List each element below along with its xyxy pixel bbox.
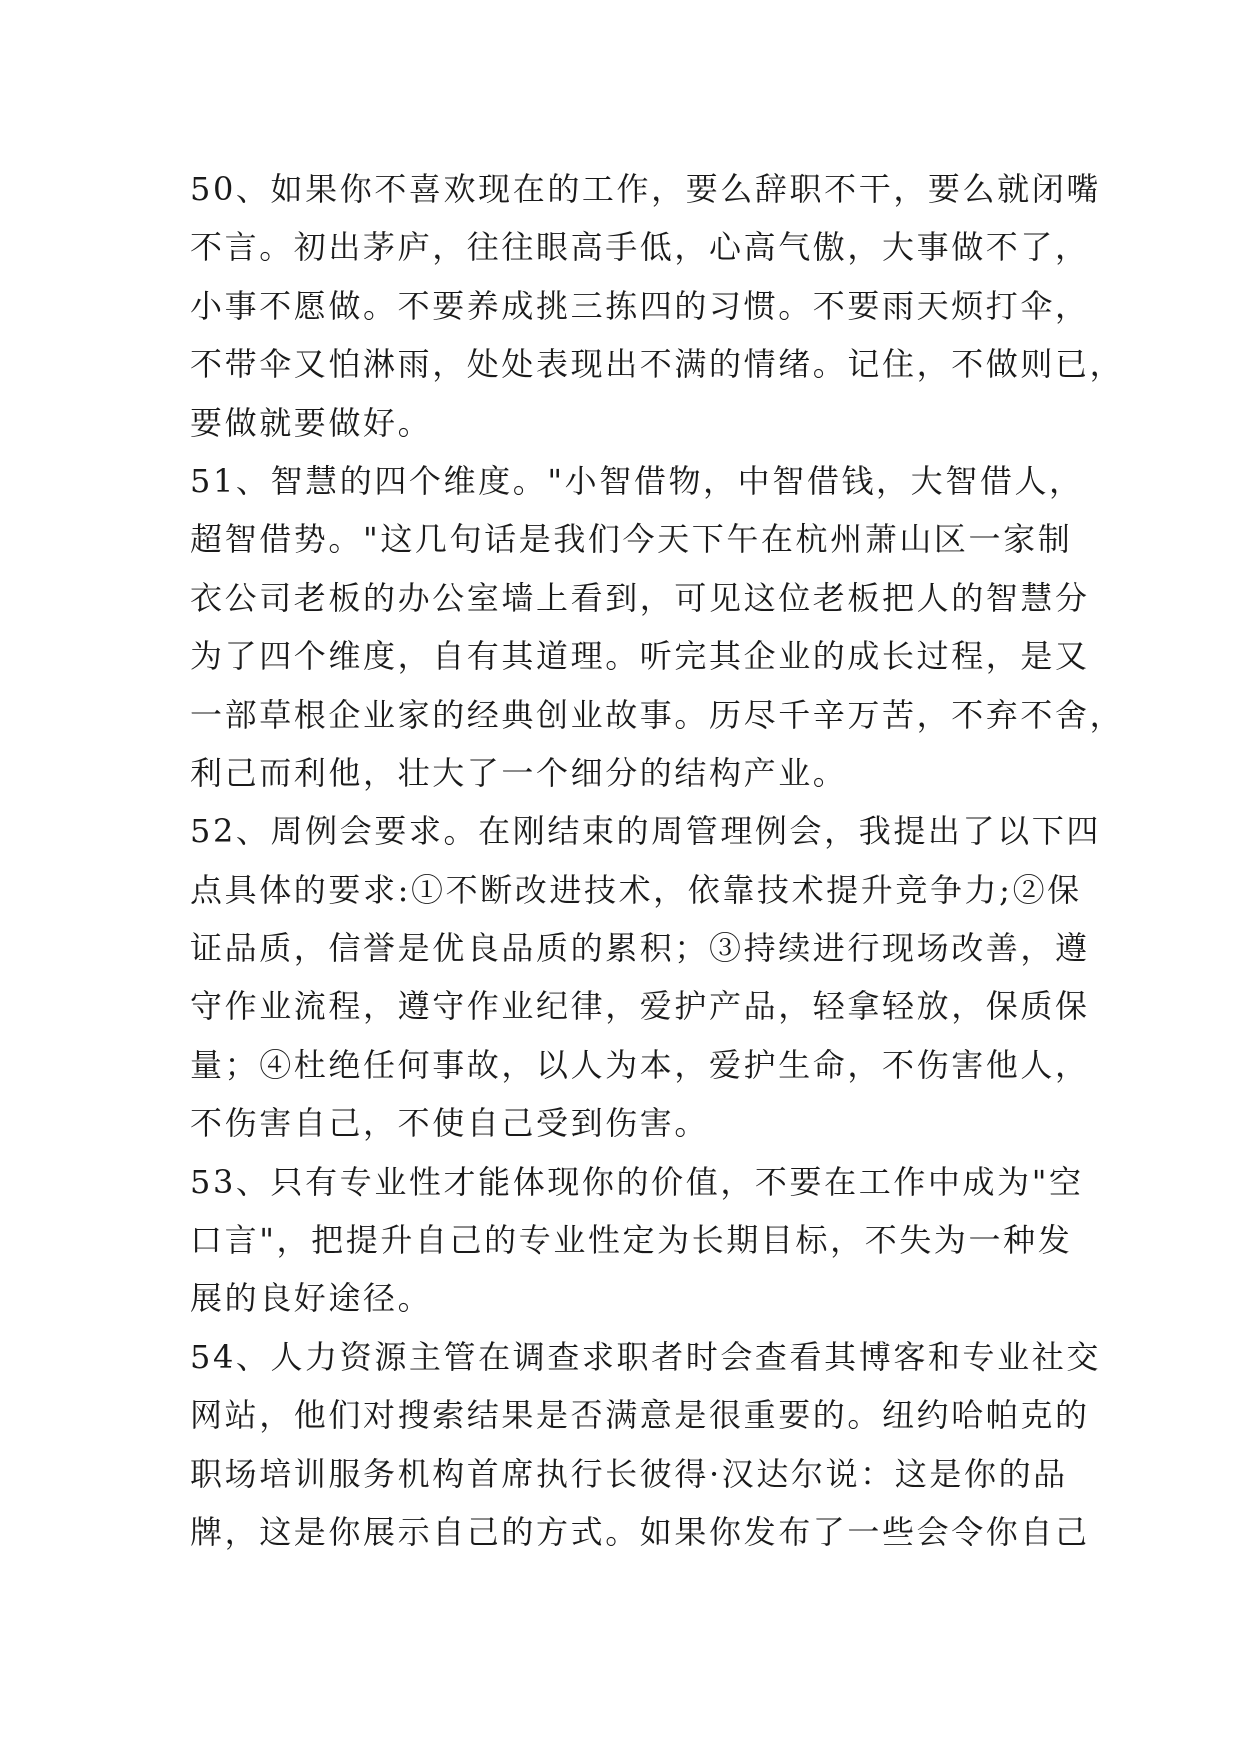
text-line: 牌，这是你展示自己的方式。如果你发布了一些会令你自己 [190,1512,1090,1551]
text-line: 54、人力资源主管在调查求职者时会查看其博客和专业社交 [190,1337,1101,1376]
paragraph-50 [190,160,1125,452]
text-line: 50、如果你不喜欢现在的工作，要么辞职不干，要么就闭嘴 [190,170,1101,208]
text-line: 展的良好途径。 [190,1279,433,1318]
text-line: 职场培训服务机构首席执行长彼得·汉达尔说：这是你的品 [190,1454,1068,1493]
text-line: 证品质，信誉是优良品质的累积；③持续进行现场改善，遵 [190,929,1090,968]
text-line: 利己而利他，壮大了一个细分的结构产业。 [190,753,848,792]
text-line: 不言。初出茅庐，往往眼高手低，心高气傲，大事做不了， [190,228,1090,267]
text-line: 52、周例会要求。在刚结束的周管理例会，我提出了以下四 [190,812,1101,851]
text-line: 守作业流程，遵守作业纪律，爱护产品，轻拿轻放，保质保 [190,987,1090,1026]
document-body [190,160,1125,1561]
paragraph-53 [190,1153,1084,1328]
paragraph-54 [190,1328,1101,1562]
text-line: 不伤害自己，不使自己受到伤害。 [190,1104,710,1143]
text-line: 为了四个维度，自有其道理。听完其企业的成长过程，是又 [190,637,1090,676]
text-line: 网站，他们对搜索结果是否满意是很重要的。纽约哈帕克的 [190,1396,1090,1435]
text-line: 小事不愿做。不要养成挑三拣四的习惯。不要雨天烦打伞， [190,286,1090,325]
text-line: 53、只有专业性才能体现你的价值，不要在工作中成为"空 [190,1162,1084,1201]
text-line: 51、智慧的四个维度。"小智借物，中智借钱，大智借人， [190,461,1084,500]
paragraph-51 [190,452,1125,802]
paragraph-52 [190,802,1101,1152]
text-line: 口言"，把提升自己的专业性定为长期目标，不失为一种发 [190,1221,1073,1260]
text-line: 不带伞又怕淋雨，处处表现出不满的情绪。记住，不做则已， [190,345,1125,384]
text-line: 点具体的要求:①不断改进技术，依靠技术提升竞争力;②保 [190,870,1082,909]
text-line: 一部草根企业家的经典创业故事。历尽千辛万苦，不弃不舍， [190,695,1125,734]
text-line: 量；④杜绝任何事故，以人为本，爱护生命，不伤害他人， [190,1045,1090,1084]
text-line: 衣公司老板的办公室墙上看到，可见这位老板把人的智慧分 [190,578,1090,617]
text-line: 超智借势。"这几句话是我们今天下午在杭州萧山区一家制 [190,520,1073,559]
text-line: 要做就要做好。 [190,403,433,442]
